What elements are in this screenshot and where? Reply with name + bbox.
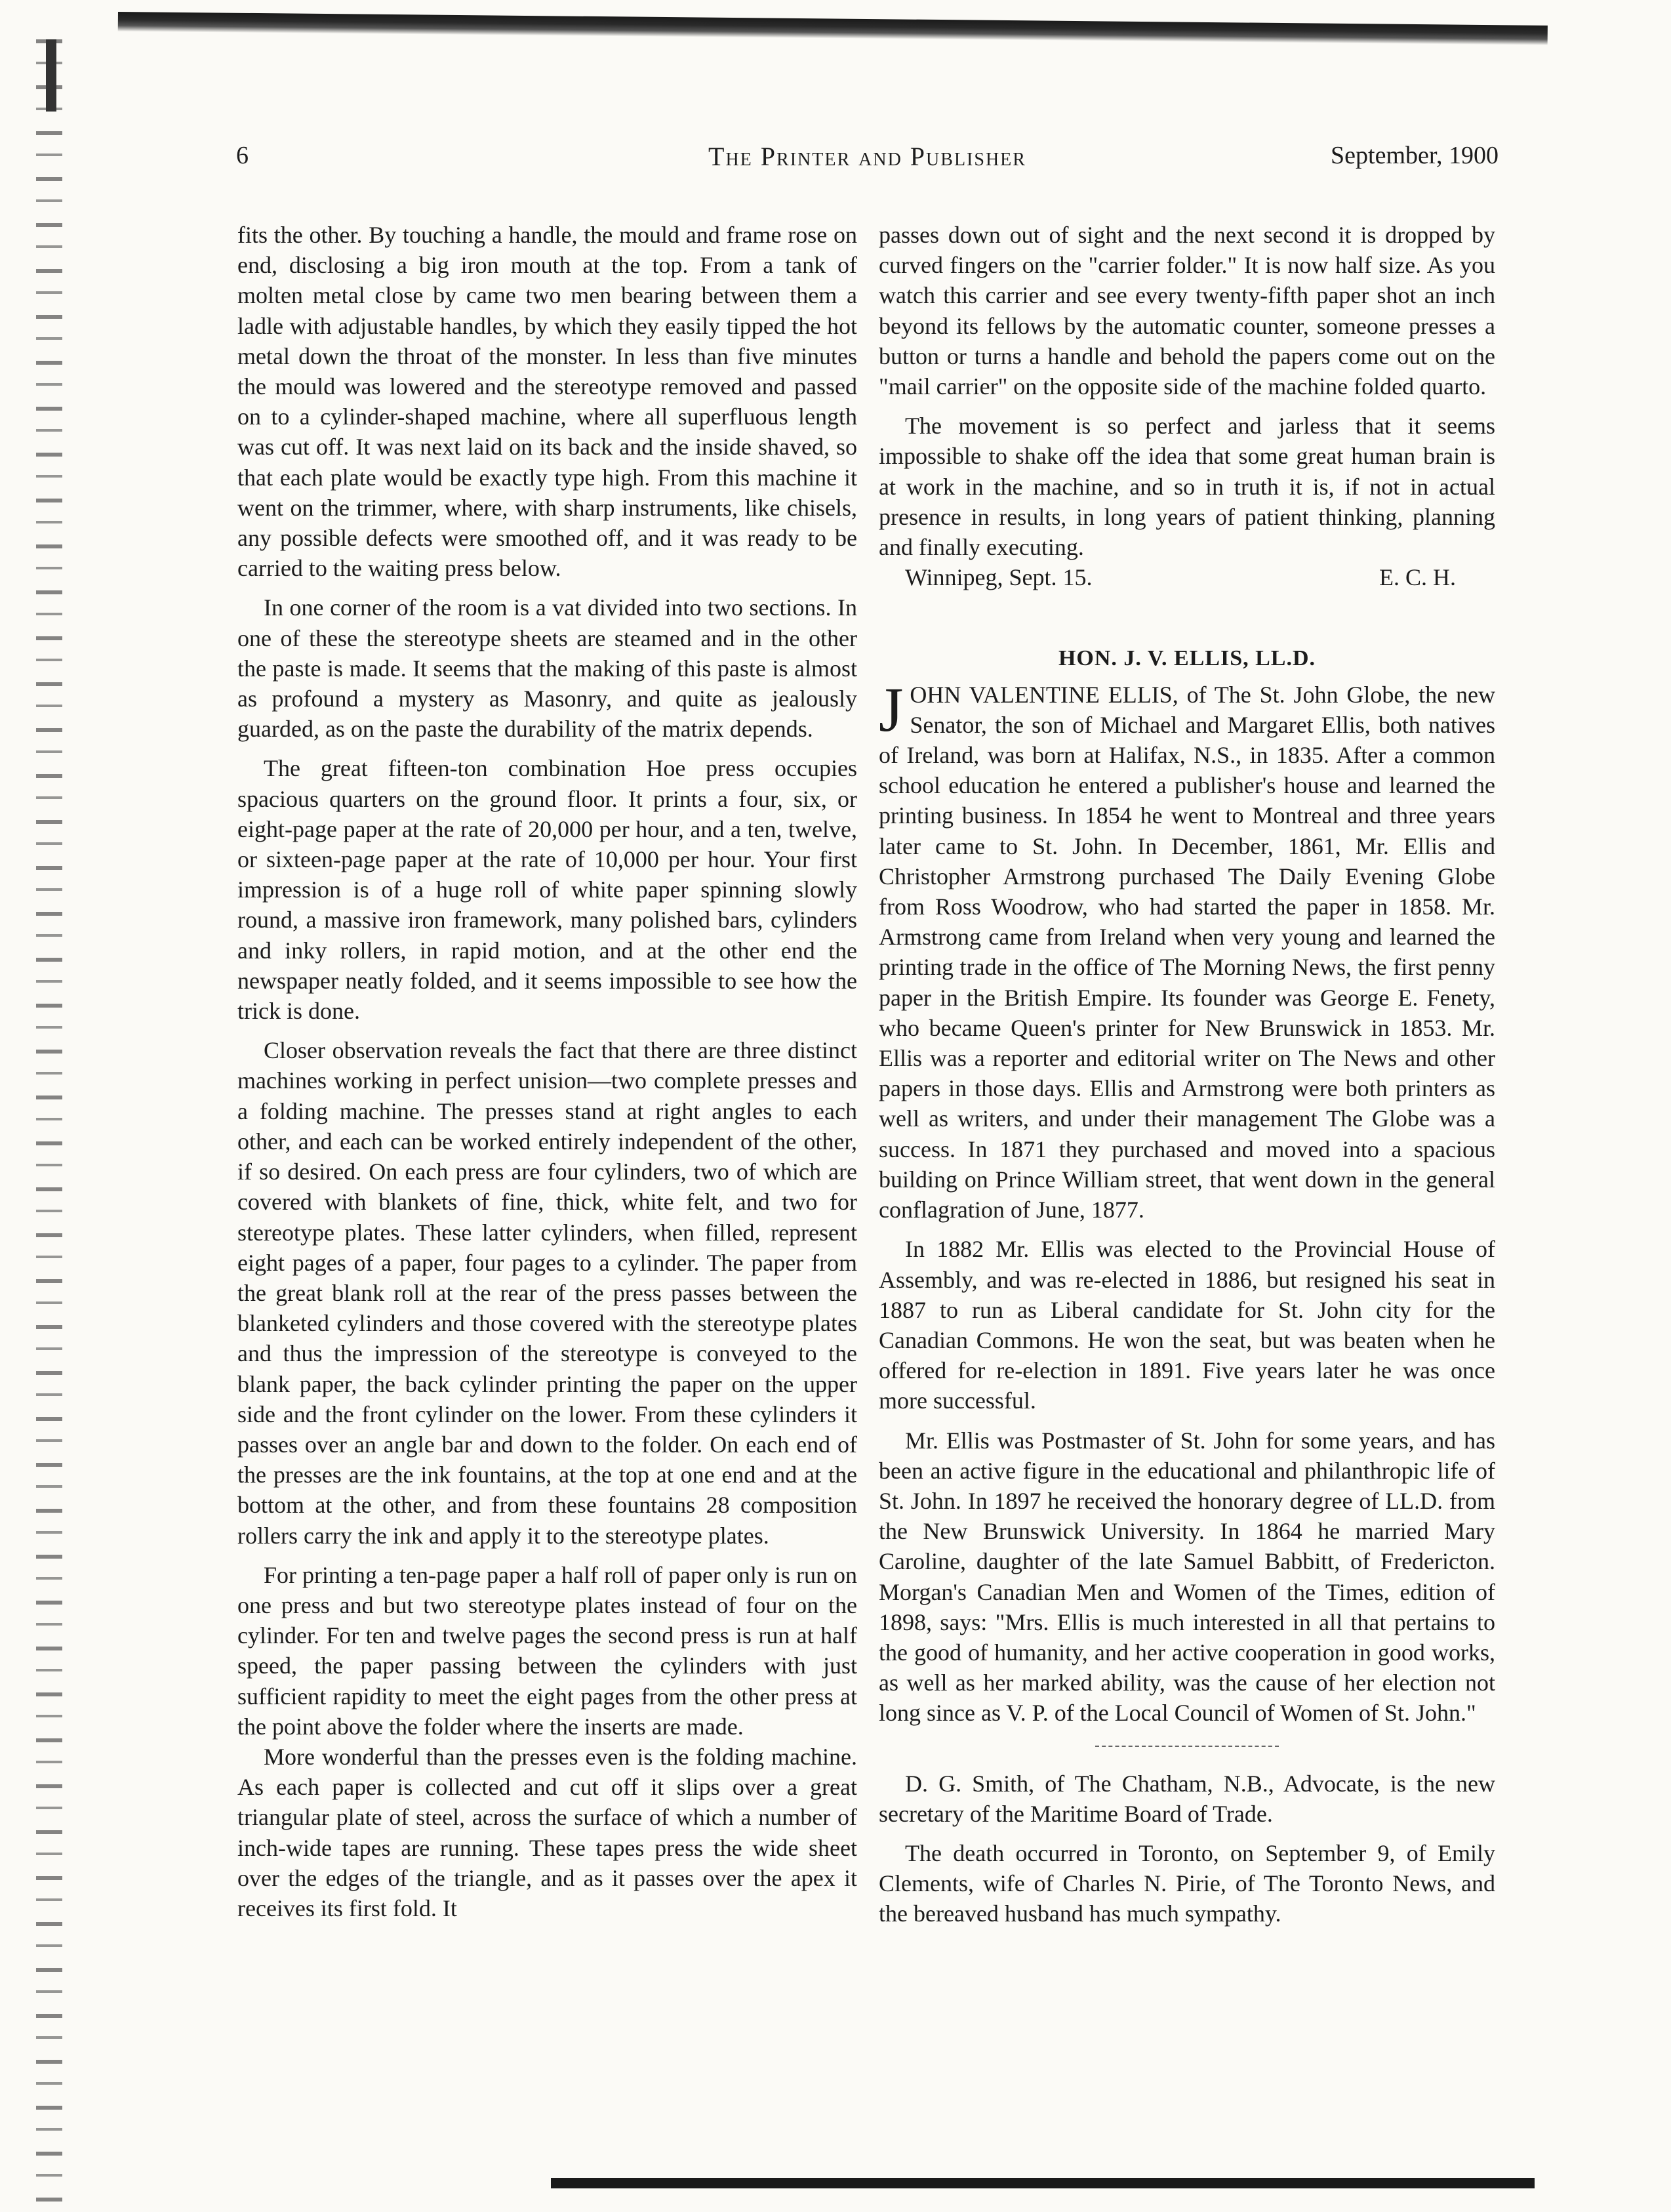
section-divider [1095, 1746, 1279, 1749]
issue-date: September, 1900 [1331, 142, 1499, 169]
signature-line [879, 562, 1495, 592]
paragraph: Mr. Ellis was Postmaster of St. John for some years, and has been an active figure in the educational and philanthropic life of St. John. In 1897 he received the honorary degree of LL.D. from the New Brunswick University. In 1864 he married Mary Caroline, daughter of the late Samuel Babbitt, of Fredericton. Morgan's Canadian Men and Women of the Times, edition of 1898, says: "Mrs. Ellis is much interested in all that pertains to the good of humanity, and her active cooperation in good works, as well as her marked ability, was the cause of her election not long since as V. P. of the Local Council of Women of St. John." [879, 1427, 1495, 1727]
paragraph: fits the other. By touching a handle, the mould and frame rose on end, disclosing a big iron mouth at the top. From a tank of molten metal close by came two men bearing between them a ladle with adjustable handles, by which they easily tipped the hot metal down the throat of the monster. In less than five minutes the mould was lowered and the stereotype removed and passed on to a cylinder-shaped machine, where all superfluous length was cut off. It was next laid on its back and the inside shaved, so that each plate would be exactly type high. From this machine it went on the trimmer, where, with sharp instruments, like chisels, any possible defects were smoothed off, and it was ready to be carried to the waiting press below. [237, 222, 857, 582]
article-lead-text: OHN VALENTINE ELLIS, of The St. John Globe, the new Senator, the son of Michael and Margaret Ellis, both natives of Ireland, was born at Halifax, N.S., in 1835. After a common school education he entered a publisher's house and learned the printing business. In 1854 he went to Montreal and three years later came to St. John. In December, 1861, Mr. Ellis and Christopher Armstrong purchased The Daily Evening Globe from Ross Woodrow, who had started the paper in 1858. Mr. Armstrong came from Ireland when very young and learned the printing trade in the office of The Morning News, the first penny paper in the British Empire. Its founder was George E. Fenety, who became Queen's printer for New Brunswick in 1853. Mr. Ellis was a reporter and editorial writer on The News and other papers in those days. Ellis and Armstrong were both printers as well as writers, and under their management The Globe was a success. In 1871 they purchased and moved into a spacious building on Prince William street, that went down in the general conflagration of June, 1877. [879, 681, 1495, 1223]
article-heading: HON. J. V. ELLIS, LL.D. [1058, 646, 1316, 671]
drop-cap: J [879, 674, 904, 745]
page-number: 6 [236, 142, 249, 169]
publication-title: The Printer and Publisher [708, 142, 1026, 171]
paragraph: In one corner of the room is a vat divided into two sections. In one of these the stereotype sheets are steamed and in the other the paste is made. It seems that the making of this paste is almost as profound a mystery as Masonry, and quite as jealously guarded, as on the paste the durability of the matrix depends. [237, 594, 857, 743]
scan-edge-strip [46, 39, 56, 112]
news-note: The death occurred in Toronto, on September 9, of Emily Clements, wife of Charles N. Pirie, of The Toronto News, and the bereaved husband has much sympathy. [879, 1839, 1495, 1927]
right-column [879, 220, 1495, 1929]
news-note: D. G. Smith, of The Chatham, N.B., Advocate, is the new secretary of the Maritime Board of Trade. [879, 1770, 1495, 1827]
article-lead-paragraph [879, 674, 1495, 1225]
paragraph: The great fifteen-ton combination Hoe press occupies spacious quarters on the ground floor. It prints a four, six, or eight-page paper at the rate of 20,000 per hour, and a ten, twelve, or sixteen-page paper at the rate of 10,000 per hour. Your first impression is of a huge roll of white paper spinning slowly round, a massive iron framework, many polished bars, cylinders and inky rollers, in rapid motion, and at the other end the newspaper neatly folded, and it seems impossible to see how the trick is done. [237, 755, 857, 1025]
paragraph: For printing a ten-page paper a half roll of paper only is run on one press and but two stereotype plates instead of four on the cylinder. For ten and twelve pages the second press is run at half speed, the paper passing between the cylinders with just sufficient rapidity to meet the eight pages from the other press at the point above the folder where the inserts are made. [237, 1561, 857, 1740]
paragraph: Closer observation reveals the fact that there are three distinct machines working in perfect unision—two complete presses and a folding machine. The presses stand at right angles to each other, and each can be worked entirely independent of the other, if so desired. On each press are four cylinders, two of which are covered with blankets of fine, thick, white felt, and two for stereotype plates. These latter cylinders, when filled, represent eight pages of a paper, four pages to a cylinder. The paper from the great blank roll at the rear of the press passes between the blanketed cylinders and those covered with the stereotype plates and thus the impression of the stereotype is conveyed to the blank paper, the back cylinder printing the paper on the upper side and the front cylinder on the lower. From these cylinders it passes over an angle bar and down to the folder. On each end of the presses are the ink fountains, at the top at one end and at the bottom at the other, and from these fountains 28 composition rollers carry the ink and apply it to the stereotype plates. [237, 1037, 857, 1549]
running-header [236, 141, 1499, 180]
left-column [237, 220, 857, 1923]
signature-place: Winnipeg, Sept. 15. [905, 564, 1093, 591]
paragraph: passes down out of sight and the next second it is dropped by curved fingers on the "carrier folder." It is now half size. As you watch this carrier and see every twenty-fifth paper shot an inch beyond its fellows by the automatic counter, someone presses a button or turns a handle and behold the papers come out on the "mail carrier" on the opposite side of the machine folded quarto. [879, 222, 1495, 400]
paragraph: The movement is so perfect and jarless that it seems impossible to shake off the idea that some great human brain is at work in the machine, and so in truth it is, if not in actual presence in results, in long years of patient thinking, planning and finally executing. [879, 413, 1495, 561]
paragraph: In 1882 Mr. Ellis was elected to the Provincial House of Assembly, and was re-elected in 1886, but resigned his seat in 1887 to run as Liberal candidate for St. John city for the Canadian Commons. He won the seat, but was beaten when he offered for re-election in 1891. Five years later he was once more successful. [879, 1236, 1495, 1414]
top-rule [118, 12, 1548, 45]
scan-edge-marks [36, 39, 62, 2204]
paragraph: More wonderful than the presses even is the folding machine. As each paper is collected and cut off it slips over a great triangular plate of steel, across the surface of which a number of inch-wide tapes are running. These tapes press the wide sheet over the edges of the triangle, and as it passes over the apex it receives its first fold. It [237, 1743, 857, 1921]
signature-initials: E. C. H. [1379, 564, 1456, 591]
bottom-rule [551, 2178, 1535, 2188]
